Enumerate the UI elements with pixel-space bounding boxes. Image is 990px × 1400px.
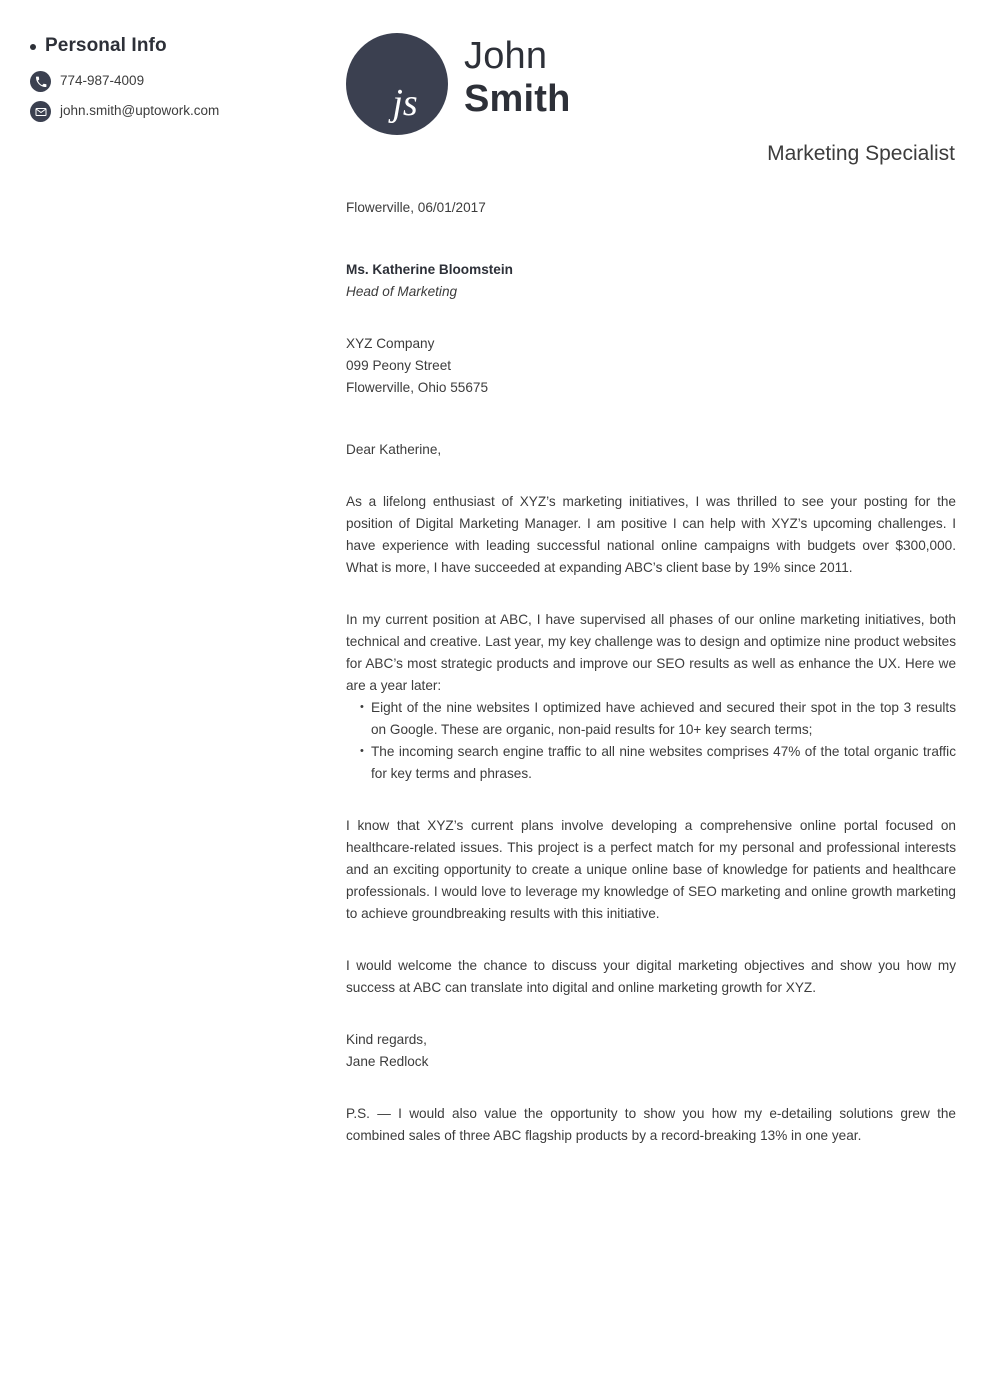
recipient-name: Ms. Katherine Bloomstein <box>346 262 513 278</box>
phone-icon <box>30 71 51 92</box>
contact-value-email: john.smith@uptowork.com <box>60 103 220 119</box>
letter-body <box>346 197 956 1147</box>
envelope-icon <box>30 101 51 122</box>
sidebar <box>0 0 340 1400</box>
spacer <box>346 579 956 609</box>
bullet-marker-icon <box>30 44 36 50</box>
closing-line: Kind regards, <box>346 1032 427 1048</box>
spacer <box>346 303 956 333</box>
achievement-bullet-list <box>346 697 956 785</box>
body-paragraph-2: In my current position at ABC, I have supervised all phases of our online marketing initiatives, both technical and creative. Last year, my key challenge was to design and optimize nine product websites for ABC’s most strategic products and improve our SEO results as well as enhance the UX. Here we are a year later: <box>346 612 956 694</box>
body-paragraph-3: I know that XYZ’s current plans involve developing a comprehensive online portal focused on healthcare-related issues. This project is a perfect match for my personal and professional interests and an exciting opportunity to create a unique online base of knowledge for patients and healthcare professionals. I would love to leverage my knowledge of SEO marketing and online growth marketing to achieve groundbreaking results with this initiative. <box>346 818 956 922</box>
recipient-role: Head of Marketing <box>346 284 458 300</box>
first-name: John <box>464 35 548 77</box>
contact-value-phone: 774-987-4009 <box>60 73 145 89</box>
company-street: 099 Peony Street <box>346 358 452 374</box>
list-item: • Eight of the nine websites I optimized have achieved and secured their spot in the top 3 results on Google. These are organic, non-paid results for 10+ key search terms; <box>346 697 956 741</box>
avatar <box>346 33 448 135</box>
spacer <box>346 461 956 491</box>
contact-item-email <box>30 101 340 122</box>
personal-info-heading <box>30 36 340 55</box>
spacer <box>346 219 956 259</box>
body-paragraph-1: As a lifelong enthusiast of XYZ’s marketing initiatives, I was thrilled to see your posting for the position of Digital Marketing Manager. I am positive I can help with XYZ’s upcoming challenges. I have experience with leading successful national online campaigns with budgets over $300,000. What is more, I have succeeded at expanding ABC’s client base by 19% since 2011. <box>346 494 956 576</box>
letter-main <box>346 0 956 1147</box>
personal-info-section <box>0 36 340 122</box>
spacer <box>346 785 956 815</box>
spacer <box>346 399 956 439</box>
spacer <box>346 1073 956 1103</box>
personal-info-heading-label: Personal Info <box>45 35 167 56</box>
signature-name: Jane Redlock <box>346 1054 429 1070</box>
spacer <box>346 999 956 1029</box>
list-item: • The incoming search engine traffic to all nine websites comprises 47% of the total organic traffic for key terms and phrases. <box>346 741 956 785</box>
contact-list <box>30 71 340 122</box>
company-name: XYZ Company <box>346 336 435 352</box>
body-paragraph-4: I would welcome the chance to discuss your digital marketing objectives and show you how my success at ABC can translate into digital and online marketing growth for XYZ. <box>346 958 956 996</box>
salutation: Dear Katherine, <box>346 442 442 458</box>
job-title: Marketing Specialist <box>767 142 955 165</box>
avatar-monogram: js <box>392 82 418 124</box>
contact-item-phone <box>30 71 340 92</box>
postscript: P.S. — I would also value the opportunity to show you how my e-detailing solutions grew the combined sales of three ABC flagship products by a record-breaking 13% in one year. <box>346 1106 956 1144</box>
last-name: Smith <box>464 77 571 120</box>
date-line: Flowerville, 06/01/2017 <box>346 200 486 215</box>
company-city-state-zip: Flowerville, Ohio 55675 <box>346 380 489 396</box>
name-block <box>464 33 571 120</box>
spacer <box>346 925 956 955</box>
letter-header <box>346 0 956 135</box>
